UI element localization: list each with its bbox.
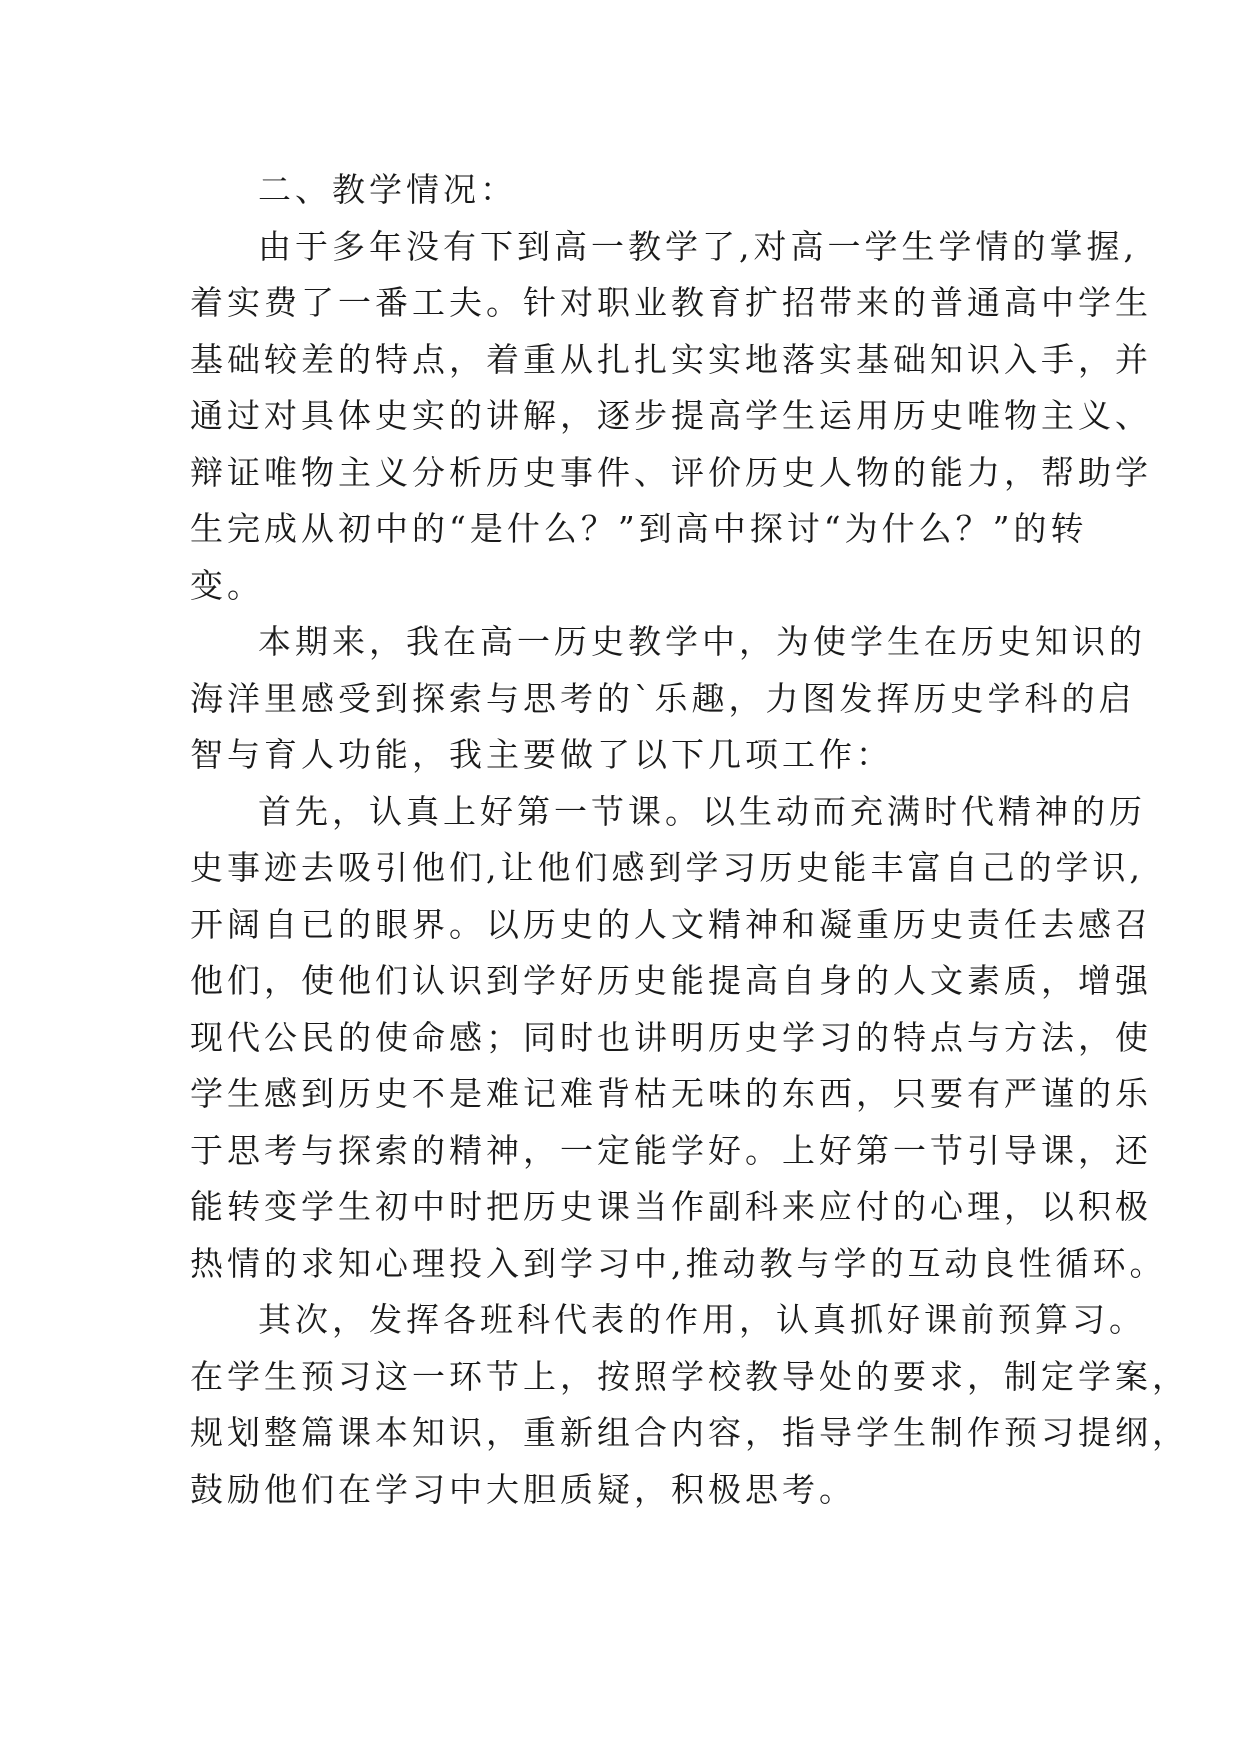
paragraph-line: 热情的求知心理投入到学习中,推动教与学的互动良性循环。 bbox=[190, 1243, 1167, 1283]
paragraph-line: 其次，发挥各班科代表的作用，认真抓好课前预算习。 bbox=[258, 1300, 1146, 1339]
paragraph-line: 鼓励他们在学习中大胆质疑，积极思考。 bbox=[190, 1469, 856, 1509]
paragraph-line: 他们，使他们认识到学好历史能提高自身的人文素质，增强 bbox=[190, 961, 1152, 1000]
paragraph-line: 通过对具体史实的讲解，逐步提高学生运用历史唯物主义、 bbox=[190, 396, 1152, 435]
paragraph-preview bbox=[190, 1292, 1189, 1518]
paragraph-line: 着实费了一番工夫。针对职业教育扩招带来的普通高中学生 bbox=[190, 283, 1152, 322]
paragraph-line: 在学生预习这一环节上，按照学校教导处的要求，制定学案， bbox=[190, 1356, 1189, 1396]
paragraph-line: 于思考与探索的精神，一定能学好。上好第一节引导课，还 bbox=[190, 1130, 1152, 1170]
paragraph-line: 基础较差的特点，着重从扎扎实实地落实基础知识入手，并 bbox=[190, 339, 1152, 379]
paragraph-teaching-situation bbox=[190, 219, 1152, 615]
paragraph-line: 由于多年没有下到高一教学了,对高一学生学情的掌握, bbox=[258, 226, 1138, 266]
paragraph-line: 开阔自已的眼界。以历史的人文精神和凝重历史责任去感召 bbox=[190, 904, 1152, 944]
paragraph-line: 史事迹去吸引他们,让他们感到学习历史能丰富自己的学识, bbox=[190, 848, 1144, 887]
paragraph-this-term bbox=[190, 614, 1146, 784]
paragraph-line: 现代公民的使命感；同时也讲明历史学习的特点与方法，使 bbox=[190, 1017, 1152, 1057]
document-body bbox=[190, 162, 1189, 1518]
paragraph-line: 辩证唯物主义分析历史事件、评价历史人物的能力，帮助学 bbox=[190, 452, 1152, 492]
paragraph-line: 生完成从初中的“是什么？”到高中探讨“为什么？”的转 bbox=[190, 509, 1088, 548]
paragraph-line: 智与育人功能，我主要做了以下几项工作： bbox=[190, 735, 893, 774]
paragraph-line: 变。 bbox=[190, 565, 264, 605]
paragraph-first-lesson bbox=[190, 784, 1167, 1293]
paragraph-line: 本期来，我在高一历史教学中，为使学生在历史知识的 bbox=[258, 622, 1146, 661]
paragraph-line: 能转变学生初中时把历史课当作副科来应付的心理，以积极 bbox=[190, 1187, 1152, 1226]
paragraph-line: 规划整篇课本知识，重新组合内容，指导学生制作预习提纲， bbox=[190, 1413, 1189, 1452]
paragraph-line: 学生感到历史不是难记难背枯无味的东西，只要有严谨的乐 bbox=[190, 1074, 1152, 1113]
section-heading: 二、教学情况： bbox=[258, 170, 517, 209]
paragraph-line: 首先，认真上好第一节课。以生动而充满时代精神的历 bbox=[258, 791, 1146, 831]
paragraph-line: 海洋里感受到探索与思考的`乐趣，力图发挥历史学科的启 bbox=[190, 678, 1136, 718]
